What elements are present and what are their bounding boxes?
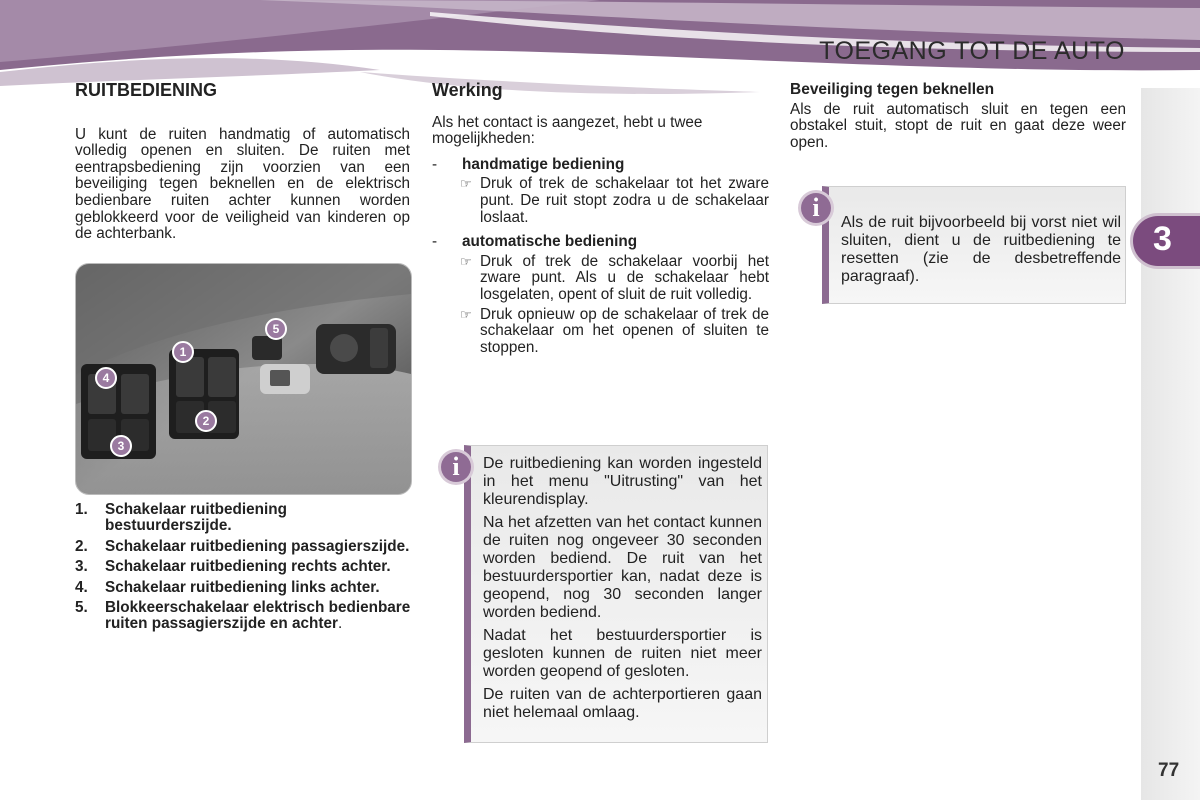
manual-heading-text: handmatige bediening: [462, 155, 625, 173]
callout-label: 5: [272, 322, 280, 336]
legend-text: Schakelaar ruitbediening bestuurderszijde.: [105, 501, 287, 535]
section-heading: RUITBEDIENING: [75, 80, 218, 100]
column-werking: [432, 82, 769, 356]
legend-number: 3.: [75, 558, 88, 576]
legend-text: Schakelaar ruitbediening rechts achter.: [105, 558, 391, 576]
legend-suffix: .: [337, 615, 343, 633]
info-icon: i: [801, 193, 831, 223]
hand-pointer-icon: ☞: [460, 253, 472, 269]
dash-marker: -: [432, 233, 438, 251]
info-box-reset: [812, 186, 1126, 304]
legend-item: [75, 502, 415, 535]
manual-bullet: [432, 176, 769, 226]
chapter-number: 3: [1153, 220, 1172, 258]
legend-text: Schakelaar ruitbediening links achter.: [105, 578, 380, 596]
hand-pointer-icon: ☞: [460, 306, 472, 322]
info-text: [483, 455, 762, 727]
chapter-title: TOEGANG TOT DE AUTO: [819, 37, 1125, 65]
window-switch-photo: [75, 263, 412, 495]
bullet-text: Druk opnieuw op de schakelaar of trek de schakelaar om het openen of sluiten te stoppen.: [480, 305, 769, 356]
info-paragraph: De ruiten van de achterportieren gaan niet helemaal omlaag.: [483, 686, 762, 721]
legend-list: [75, 502, 415, 637]
auto-heading: [432, 234, 769, 251]
section-heading: Werking: [432, 80, 503, 100]
info-paragraph: Na het afzetten van het contact kunnen de ruiten nog ongeveer 30 seconden worden bediend. De ruit van het bestuurdersportier kan, nadat deze is geopend, nog 30 seconden langer worden bediend.: [483, 514, 762, 621]
legend-item: [75, 559, 415, 575]
info-box-settings: [452, 445, 768, 743]
legend-number: 2.: [75, 537, 88, 555]
info-icon: i: [441, 452, 471, 482]
page-number: 77: [1158, 760, 1180, 781]
anti-pinch-text: Als de ruit automatisch sluit en tegen een obstakel stuit, stopt de ruit en gaat deze weer open.: [790, 100, 1126, 151]
auto-heading-text: automatische bediening: [462, 233, 638, 251]
callout-label: 1: [179, 345, 187, 359]
info-paragraph: De ruitbediening kan worden ingesteld in het menu "Uitrusting" van het kleurendisplay.: [483, 455, 762, 508]
section-heading: Beveiliging tegen beknellen: [790, 81, 995, 98]
bullet-text: Druk of trek de schakelaar tot het zware punt. De ruit stopt zodra u de schakelaar loslaat.: [480, 175, 769, 226]
side-strip: [1141, 88, 1200, 800]
legend-item: [75, 580, 415, 596]
legend-text: Blokkeerschakelaar elektrisch bedienbare ruiten passagierszijde en achter: [105, 599, 411, 633]
callout-label: 3: [117, 439, 125, 453]
legend-number: 4.: [75, 578, 88, 596]
hand-pointer-icon: ☞: [460, 176, 472, 192]
legend-item: [75, 539, 415, 555]
info-text: Als de ruit bijvoorbeeld bij vorst niet wil sluiten, dient u de ruitbediening te resetten (zie de desbetreffende paragraaf).: [841, 214, 1121, 285]
manual-heading: [432, 157, 769, 174]
callout-label: 4: [102, 371, 110, 385]
auto-bullet: [432, 307, 769, 357]
chapter-tab: [1133, 216, 1200, 266]
legend-number: 5.: [75, 599, 88, 617]
column-ruitbediening: [75, 82, 410, 243]
auto-bullet: [432, 254, 769, 304]
legend-text: Schakelaar ruitbediening passagierszijde.: [105, 537, 410, 555]
legend-number: 1.: [75, 501, 88, 518]
intro-text: U kunt de ruiten handmatig of automatisch volledig openen en sluiten. De ruiten met eentrapsbediening zijn voorzien van een beveiliging tegen beknellen en de elektrisch bedienbare ruiten achter kunnen worden geblokkeerd voor de veiligheid van kinderen op de achterbank.: [75, 125, 410, 243]
bullet-text: Druk of trek de schakelaar voorbij het zware punt. Als u de schakelaar hebt losgelaten, opent of sluit de ruit volledig.: [480, 252, 769, 303]
legend-item: [75, 600, 415, 633]
column-beveiliging: [790, 82, 1126, 151]
info-paragraph: Nadat het bestuurdersportier is gesloten kunnen de ruiten niet meer worden geopend of gesloten.: [483, 627, 762, 680]
callout-label: 2: [202, 414, 210, 428]
intro-text: Als het contact is aangezet, hebt u twee mogelijkheden:: [432, 113, 703, 148]
dash-marker: -: [432, 155, 438, 173]
